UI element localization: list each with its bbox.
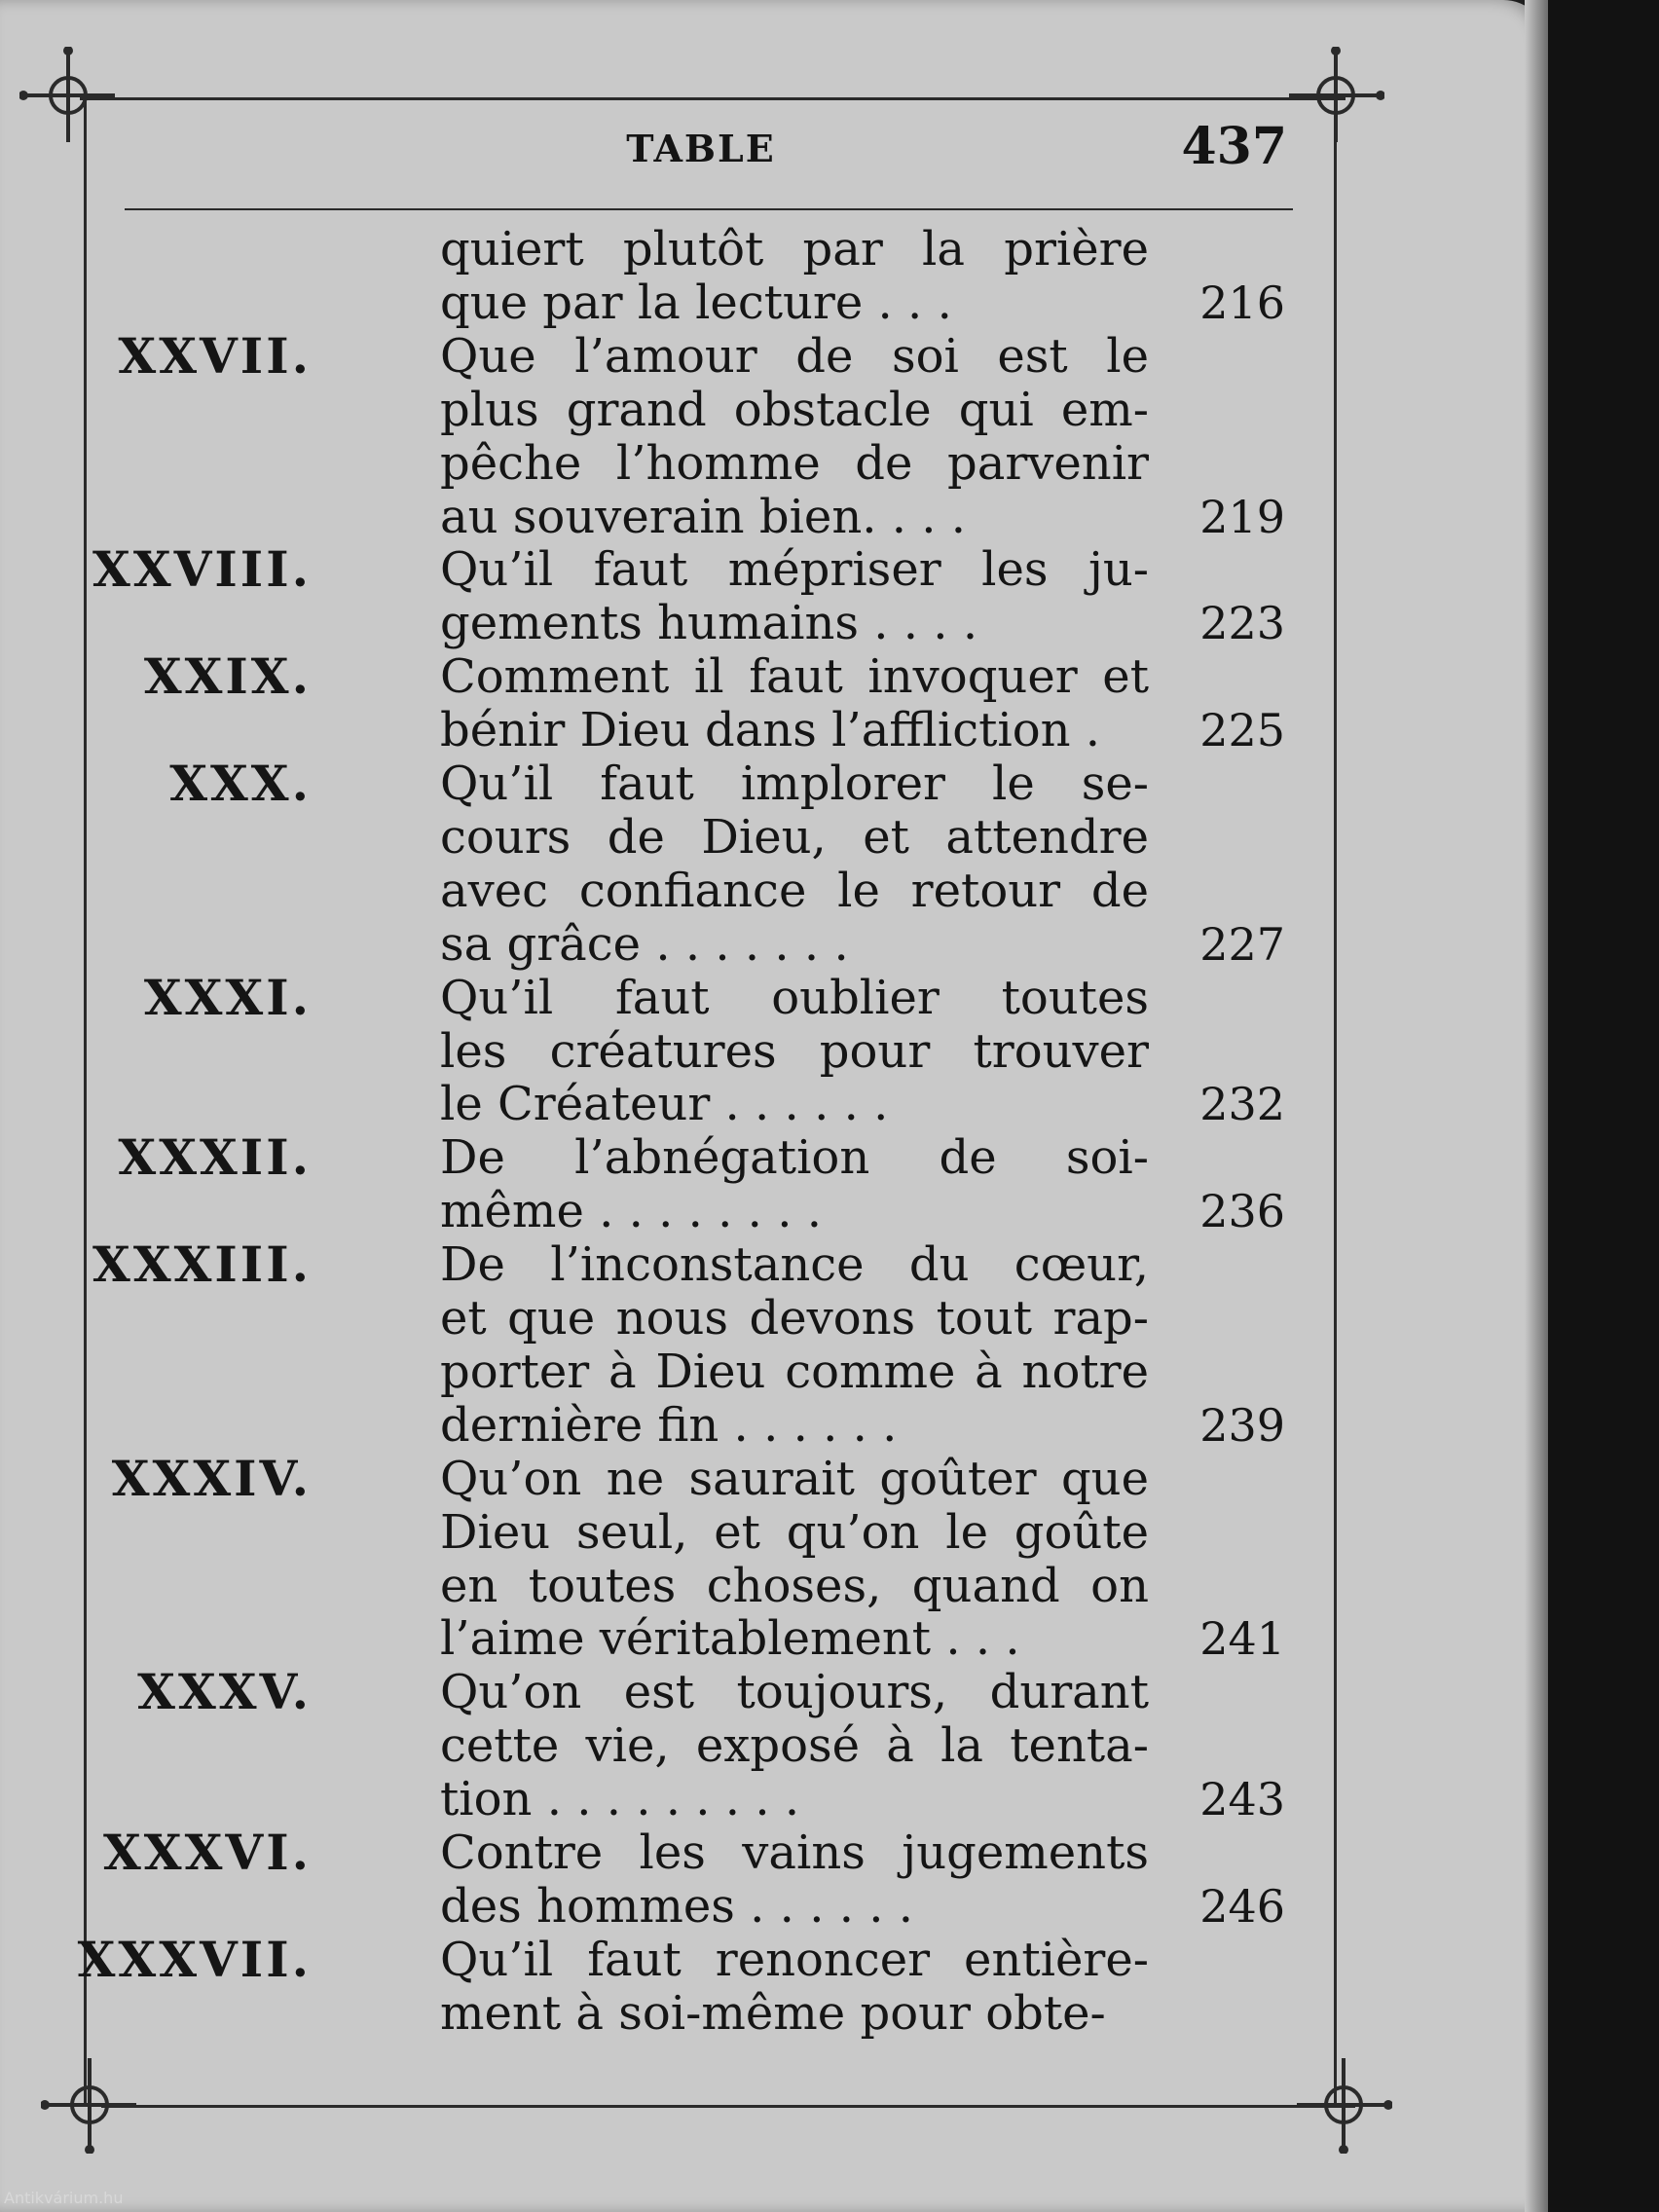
entry-text-line: sa grâce . . . . . . . bbox=[440, 916, 849, 972]
entry-text-line: dernière fin . . . . . . bbox=[440, 1397, 898, 1453]
entry-text-line: Comment il faut invoquer et bbox=[440, 649, 1149, 705]
entry-text-line: De l’abnégation de soi- bbox=[440, 1130, 1149, 1186]
entry-text-line: Qu’il faut oublier toutes bbox=[440, 970, 1149, 1025]
entry-text-line: cette vie, exposé à la tenta- bbox=[440, 1718, 1149, 1774]
entry-numeral: XXVIII. bbox=[92, 540, 312, 599]
entry-page-number: 223 bbox=[1199, 597, 1285, 650]
entry-text-line: Qu’il faut implorer le se- bbox=[440, 756, 1149, 811]
entry-text-line: Que l’amour de soi est le bbox=[440, 328, 1149, 384]
entry-text-line: même . . . . . . . . bbox=[440, 1184, 822, 1239]
entry-text-line: Qu’il faut renoncer entière- bbox=[440, 1932, 1149, 1987]
entry-page-number: 239 bbox=[1199, 1398, 1285, 1452]
entry-text-line: Dieu seul, et qu’on le goûte bbox=[440, 1504, 1149, 1560]
entry-numeral: XXVII. bbox=[118, 326, 312, 385]
entry-text-line: De l’inconstance du cœur, bbox=[440, 1237, 1149, 1293]
entry-text-line: avec confiance le retour de bbox=[440, 863, 1149, 918]
entry-text-line: tion . . . . . . . . . bbox=[440, 1772, 800, 1827]
entry-page-number: 241 bbox=[1199, 1612, 1285, 1666]
entry-text-line: porter à Dieu comme à notre bbox=[440, 1344, 1149, 1399]
entry-text-line: pêche l’homme de parvenir bbox=[440, 435, 1149, 491]
book-cover-spine bbox=[1548, 0, 1659, 2212]
entry-text-line: Qu’il faut mépriser les ju- bbox=[440, 542, 1149, 598]
entry-text-line: ment à soi-même pour obte- bbox=[440, 1985, 1106, 2041]
watermark: Antikvárium.hu bbox=[4, 2189, 124, 2207]
entry-numeral: XXXIV. bbox=[111, 1449, 312, 1507]
entry-text-line: en toutes choses, quand on bbox=[440, 1558, 1149, 1613]
entry-page-number: 227 bbox=[1199, 917, 1285, 971]
entry-text-line: Qu’on est toujours, durant bbox=[440, 1665, 1149, 1720]
entry-page-number: 219 bbox=[1199, 490, 1285, 543]
entry-numeral: XXXV. bbox=[137, 1663, 312, 1721]
entry-numeral: XXX. bbox=[169, 755, 312, 812]
entry-text-line: et que nous devons tout rap- bbox=[440, 1291, 1149, 1346]
entry-page-number: 216 bbox=[1199, 276, 1285, 329]
entry-numeral: XXXVII. bbox=[77, 1930, 312, 1988]
entry-text-line: Contre les vains jugements bbox=[440, 1825, 1149, 1880]
entry-numeral: XXXII. bbox=[118, 1128, 312, 1187]
entry-text-line: au souverain bien. . . . bbox=[440, 489, 967, 544]
entry-numeral: XXIX. bbox=[143, 647, 312, 706]
entry-page-number: 243 bbox=[1199, 1773, 1285, 1826]
entry-text-line: que par la lecture . . . bbox=[440, 275, 952, 330]
entry-text-line: Qu’on ne saurait goûter que bbox=[440, 1451, 1149, 1506]
entry-page-number: 236 bbox=[1199, 1185, 1285, 1238]
entry-numeral: XXXIII. bbox=[92, 1235, 312, 1294]
entry-text-line: le Créateur . . . . . . bbox=[440, 1077, 889, 1132]
entry-text-line: quiert plutôt par la prière bbox=[440, 222, 1149, 276]
entry-text-line: bénir Dieu dans l’affliction . bbox=[440, 703, 1101, 758]
entry-text-line: cours de Dieu, et attendre bbox=[440, 809, 1149, 865]
entry-text-line: des hommes . . . . . . bbox=[440, 1878, 913, 1934]
entry-text-line: gements humains . . . . bbox=[440, 596, 978, 651]
entry-numeral: XXXVI. bbox=[103, 1824, 312, 1881]
page-number: 437 bbox=[1181, 117, 1287, 176]
entry-text-line: les créatures pour trouver bbox=[440, 1023, 1149, 1079]
entry-numeral: XXXI. bbox=[143, 968, 312, 1026]
entry-text-line: l’aime véritablement . . . bbox=[440, 1611, 1020, 1667]
entry-text-line: plus grand obstacle qui em- bbox=[440, 382, 1149, 437]
running-head-title: TABLE bbox=[626, 127, 776, 170]
entry-page-number: 246 bbox=[1199, 1879, 1285, 1933]
entry-page-number: 225 bbox=[1199, 704, 1285, 757]
entry-page-number: 232 bbox=[1199, 1078, 1285, 1131]
